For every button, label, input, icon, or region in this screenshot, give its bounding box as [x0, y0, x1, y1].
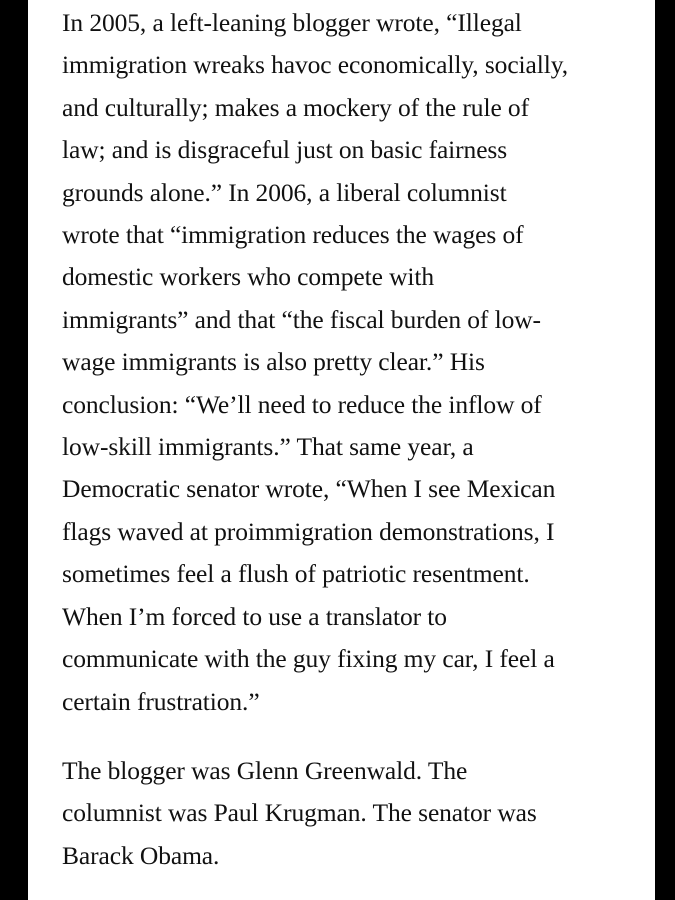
text-line: The blogger was Glenn Greenwald. The: [62, 755, 468, 785]
text-line: Democratic senator wrote, “When I see Mexican: [62, 474, 556, 504]
text-line: When I’m forced to use a translator to: [62, 601, 447, 631]
paragraph-1: [62, 2, 632, 723]
text-line: Barack Obama.: [62, 840, 220, 870]
paragraph-2: [62, 750, 632, 877]
paragraph-gap: [62, 723, 632, 750]
text-line: low-skill immigrants.” That same year, a: [62, 432, 474, 462]
text-line: wrote that “immigration reduces the wages of: [62, 220, 524, 250]
text-line: law; and is disgraceful just on basic fairness: [62, 135, 508, 165]
text-line: certain frustration.”: [62, 686, 260, 716]
text-line: grounds alone.” In 2006, a liberal columnist: [62, 177, 507, 207]
article-text: [62, 2, 632, 877]
text-line: wage immigrants is also pretty clear.” His: [62, 347, 485, 377]
text-line: In 2005, a left-leaning blogger wrote, “Illegal: [62, 8, 522, 37]
text-line: conclusion: “We’ll need to reduce the inflow of: [62, 389, 542, 419]
text-line: communicate with the guy fixing my car, I feel a: [62, 644, 555, 674]
text-line: domestic workers who compete with: [62, 262, 435, 292]
text-line: columnist was Paul Krugman. The senator was: [62, 798, 537, 828]
text-line: immigrants” and that “the fiscal burden of low-: [62, 304, 541, 334]
document-page: [28, 0, 655, 900]
text-line: flags waved at proimmigration demonstrations, I: [62, 516, 555, 546]
text-line: immigration wreaks havoc economically, socially,: [62, 50, 568, 80]
text-line: and culturally; makes a mockery of the rule of: [62, 92, 529, 122]
text-line: sometimes feel a flush of patriotic resentment.: [62, 559, 530, 589]
